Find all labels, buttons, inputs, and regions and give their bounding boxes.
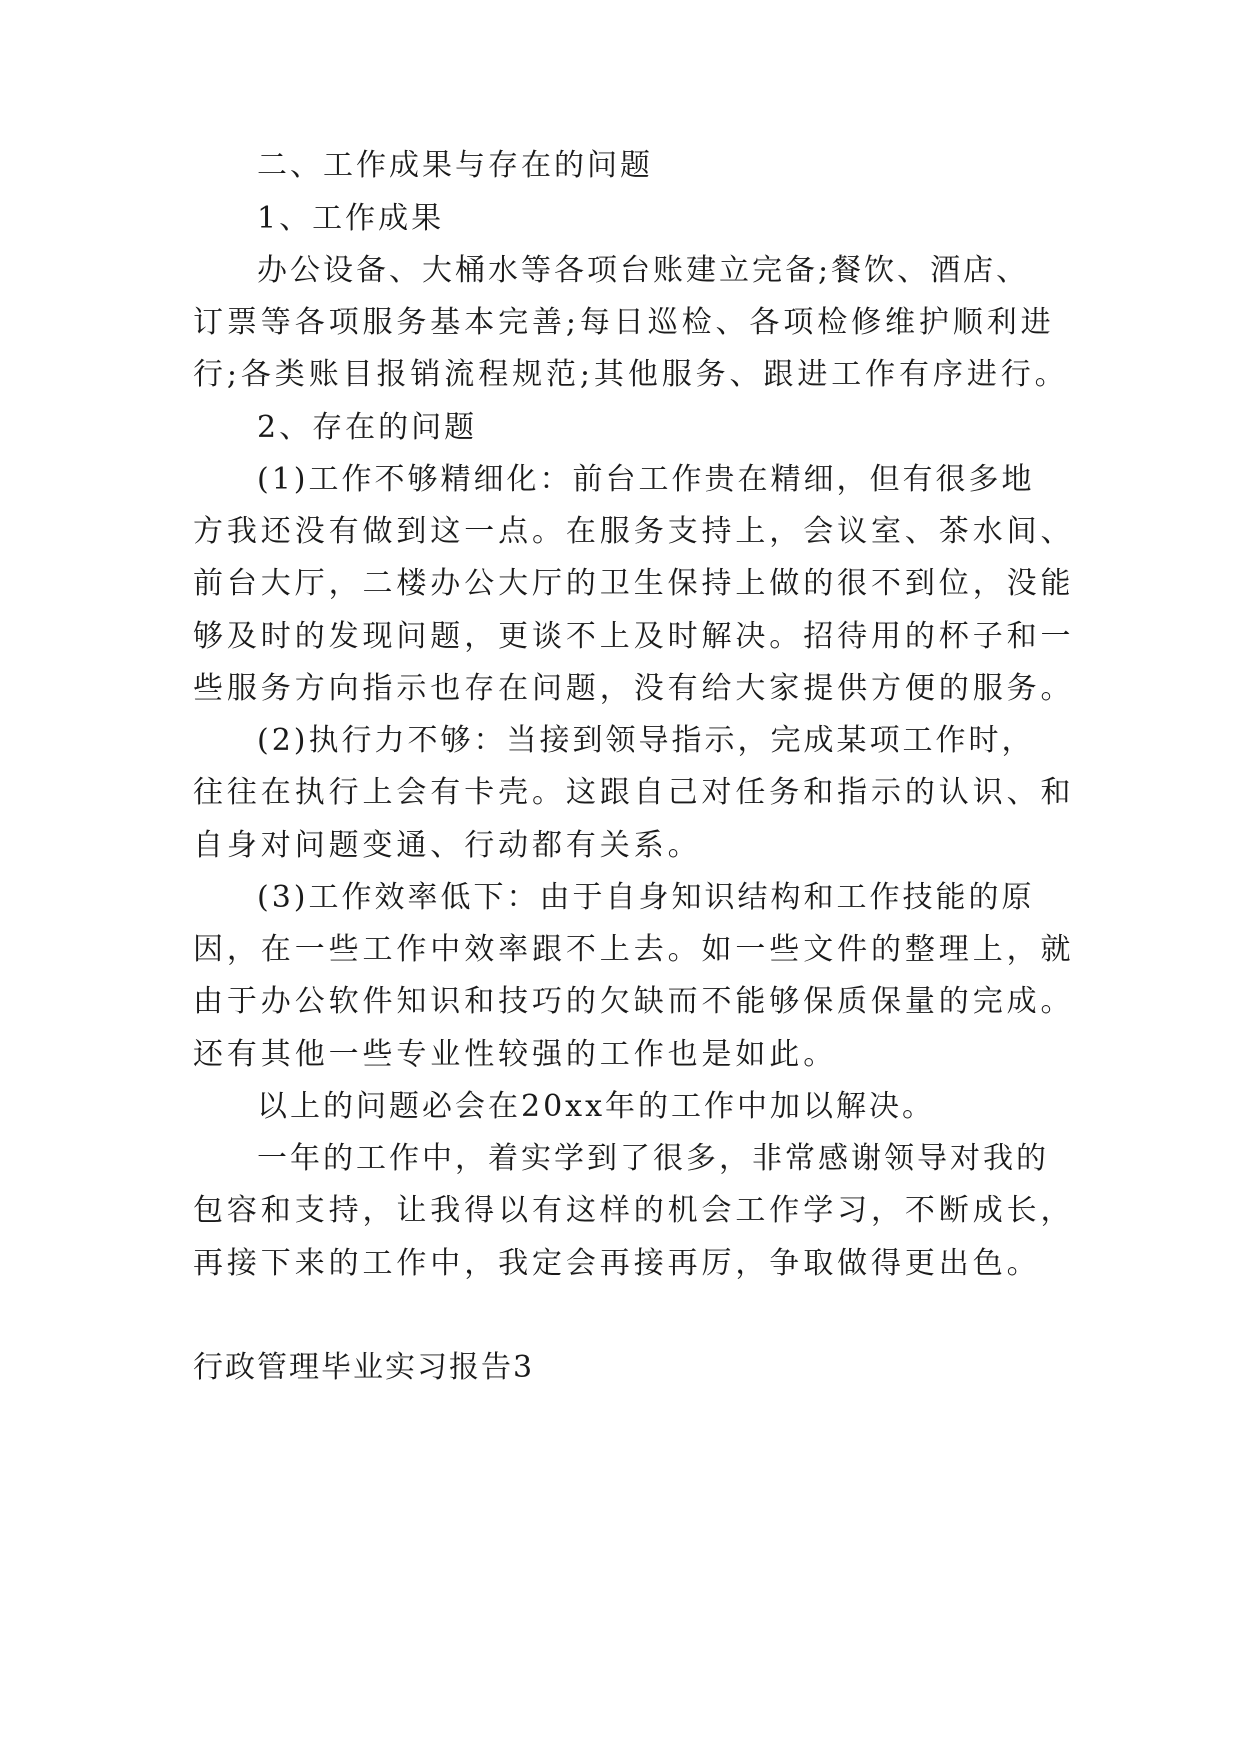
paragraph-line: 些服务方向指示也存在问题，没有给大家提供方便的服务。 <box>193 671 1075 706</box>
next-section-title: 行政管理毕业实习报告3 <box>193 1350 535 1385</box>
paragraph-line: 再接下来的工作中，我定会再接再厉，争取做得更出色。 <box>193 1246 1041 1281</box>
subsection-heading: 1、工作成果 <box>257 201 445 236</box>
paragraph-line: (1)工作不够精细化：前台工作贵在精细，但有很多地 <box>257 462 1035 497</box>
paragraph-line: 还有其他一些专业性较强的工作也是如此。 <box>193 1037 838 1072</box>
paragraph-line: 行;各类账目报销流程规范;其他服务、跟进工作有序进行。 <box>193 357 1069 392</box>
paragraph-line: 因，在一些工作中效率跟不上去。如一些文件的整理上，就 <box>193 932 1075 967</box>
paragraph-line: 往往在执行上会有卡壳。这跟自己对任务和指示的认识、和 <box>193 775 1075 810</box>
paragraph-line: (3)工作效率低下：由于自身知识结构和工作技能的原 <box>257 880 1035 915</box>
paragraph-line: 方我还没有做到这一点。在服务支持上，会议室、茶水间、 <box>193 514 1075 549</box>
paragraph-line: 由于办公软件知识和技巧的欠缺而不能够保质保量的完成。 <box>193 984 1075 1019</box>
paragraph-line: 办公设备、大桶水等各项台账建立完备;餐饮、酒店、 <box>257 253 1030 288</box>
subsection-heading: 2、存在的问题 <box>257 410 478 445</box>
paragraph-line: 前台大厅，二楼办公大厅的卫生保持上做的很不到位，没能 <box>193 566 1075 601</box>
paragraph-line: 自身对问题变通、行动都有关系。 <box>193 828 702 863</box>
paragraph-line: 以上的问题必会在20xx年的工作中加以解决。 <box>257 1089 936 1124</box>
paragraph-line: (2)执行力不够：当接到领导指示，完成某项工作时， <box>257 723 1035 758</box>
paragraph-line: 包容和支持，让我得以有这样的机会工作学习，不断成长， <box>193 1193 1075 1228</box>
paragraph-line: 够及时的发现问题，更谈不上及时解决。招待用的杯子和一 <box>193 619 1075 654</box>
paragraph-line: 订票等各项服务基本完善;每日巡检、各项检修维护顺利进 <box>193 305 1055 340</box>
section-heading: 二、工作成果与存在的问题 <box>257 148 653 183</box>
paragraph-line: 一年的工作中，着实学到了很多，非常感谢领导对我的 <box>257 1141 1049 1176</box>
